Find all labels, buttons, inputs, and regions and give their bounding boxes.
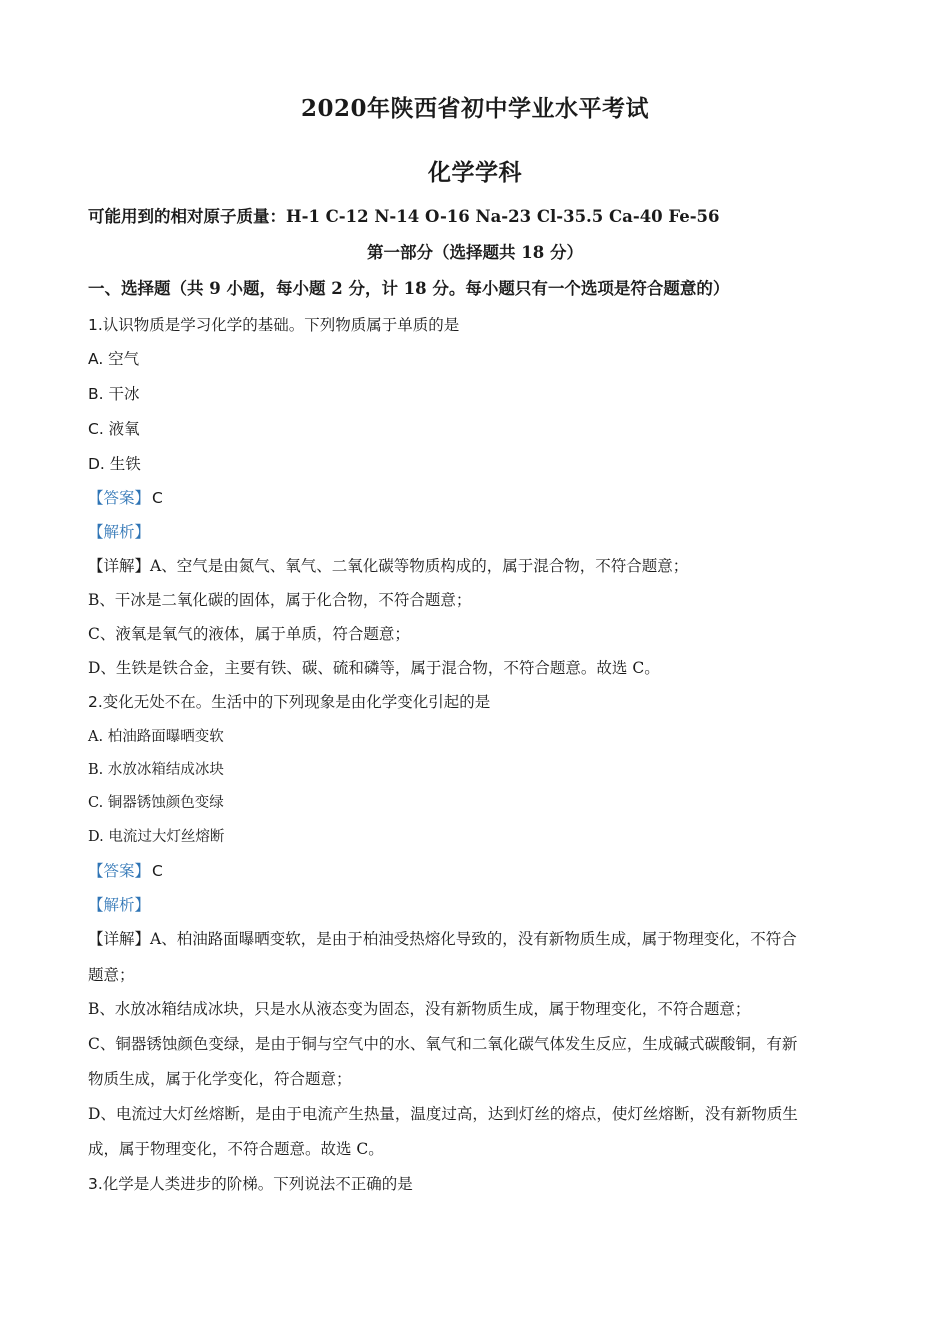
q2-detail-line: B、水放冰箱结成冰块，只是水从液态变为固态，没有新物质生成，属于物理变化，不符合题意； xyxy=(88,1000,751,1018)
answer-label: 【答案】 xyxy=(88,489,151,507)
q2-option-c: C. 铜器锈蚀颜色变绿 xyxy=(88,795,224,811)
q1-option-a: A. 空气 xyxy=(88,350,140,368)
subject-title: 化学学科 xyxy=(428,159,522,186)
q2-detail-line: D、电流过大灯丝熔断，是由于电流产生热量，温度过高，达到灯丝的熔点，使灯丝熔断，没有新物质生 xyxy=(88,1105,798,1123)
q2-detail-line: 物质生成，属于化学变化，符合题意； xyxy=(88,1070,352,1088)
question-1 xyxy=(88,314,868,336)
q1-analysis-label: 【解析】 xyxy=(88,523,151,541)
atomic-masses: 可能用到的相对原子质量：H-1 C-12 N-14 O-16 Na-23 Cl-35.5 Ca-40 Fe-56 xyxy=(88,207,720,226)
q2-option-d: D. 电流过大灯丝熔断 xyxy=(88,829,225,845)
q1-detail-line: D、生铁是铁合金，主要有铁、碳、硫和磷等，属于混合物，不符合题意。故选 C。 xyxy=(88,659,660,677)
q1-detail-line: C、液氧是氧气的液体，属于单质，符合题意； xyxy=(88,625,410,643)
q2-detail-line: 题意； xyxy=(88,966,135,984)
question-number: 3. xyxy=(88,1175,103,1193)
answer-label: 【答案】 xyxy=(88,862,151,880)
q2-detail-line: 【详解】A、柏油路面曝晒变软，是由于柏油受热熔化导致的，没有新物质生成，属于物理变化，不符合 xyxy=(88,930,797,948)
question-stem: 认识物质是学习化学的基础。下列物质属于单质的是 xyxy=(102,316,460,334)
q1-detail-line: 【详解】A、空气是由氮气、氧气、二氧化碳等物质构成的，属于混合物，不符合题意； xyxy=(88,557,689,575)
q2-analysis-label: 【解析】 xyxy=(88,896,151,914)
question-stem: 变化无处不在。生活中的下列现象是由化学变化引起的是 xyxy=(102,693,491,711)
q1-detail-line: B、干冰是二氧化碳的固体，属于化合物，不符合题意； xyxy=(88,591,472,609)
answer-value: C xyxy=(152,489,163,507)
section-title: 一、选择题（共 9 小题，每小题 2 分，计 18 分。每小题只有一个选项是符合题意的） xyxy=(88,279,730,298)
q2-detail-line: 成，属于物理变化，不符合题意。故选 C。 xyxy=(88,1140,384,1158)
part-title: 第一部分（选择题共 18 分） xyxy=(367,243,583,262)
answer-value: C xyxy=(152,862,163,880)
q2-detail-line: C、铜器锈蚀颜色变绿，是由于铜与空气中的水、氧气和二氧化碳气体发生反应，生成碱式碳酸铜，有新 xyxy=(88,1035,798,1053)
q2-answer xyxy=(88,860,868,882)
question-stem: 化学是人类进步的阶梯。下列说法不正确的是 xyxy=(102,1175,413,1193)
q2-option-b: B. 水放冰箱结成冰块 xyxy=(88,762,224,778)
q1-option-c: C. 液氧 xyxy=(88,420,140,438)
question-3 xyxy=(88,1173,868,1195)
question-2 xyxy=(88,691,868,713)
exam-title: 2020年陕西省初中学业水平考试 xyxy=(300,95,649,122)
q1-option-b: B. 干冰 xyxy=(88,385,140,403)
q2-option-a: A. 柏油路面曝晒变软 xyxy=(88,729,224,745)
question-number: 2. xyxy=(88,693,103,711)
q1-option-d: D. 生铁 xyxy=(88,455,141,473)
q1-answer xyxy=(88,487,868,509)
question-number: 1. xyxy=(88,316,103,334)
